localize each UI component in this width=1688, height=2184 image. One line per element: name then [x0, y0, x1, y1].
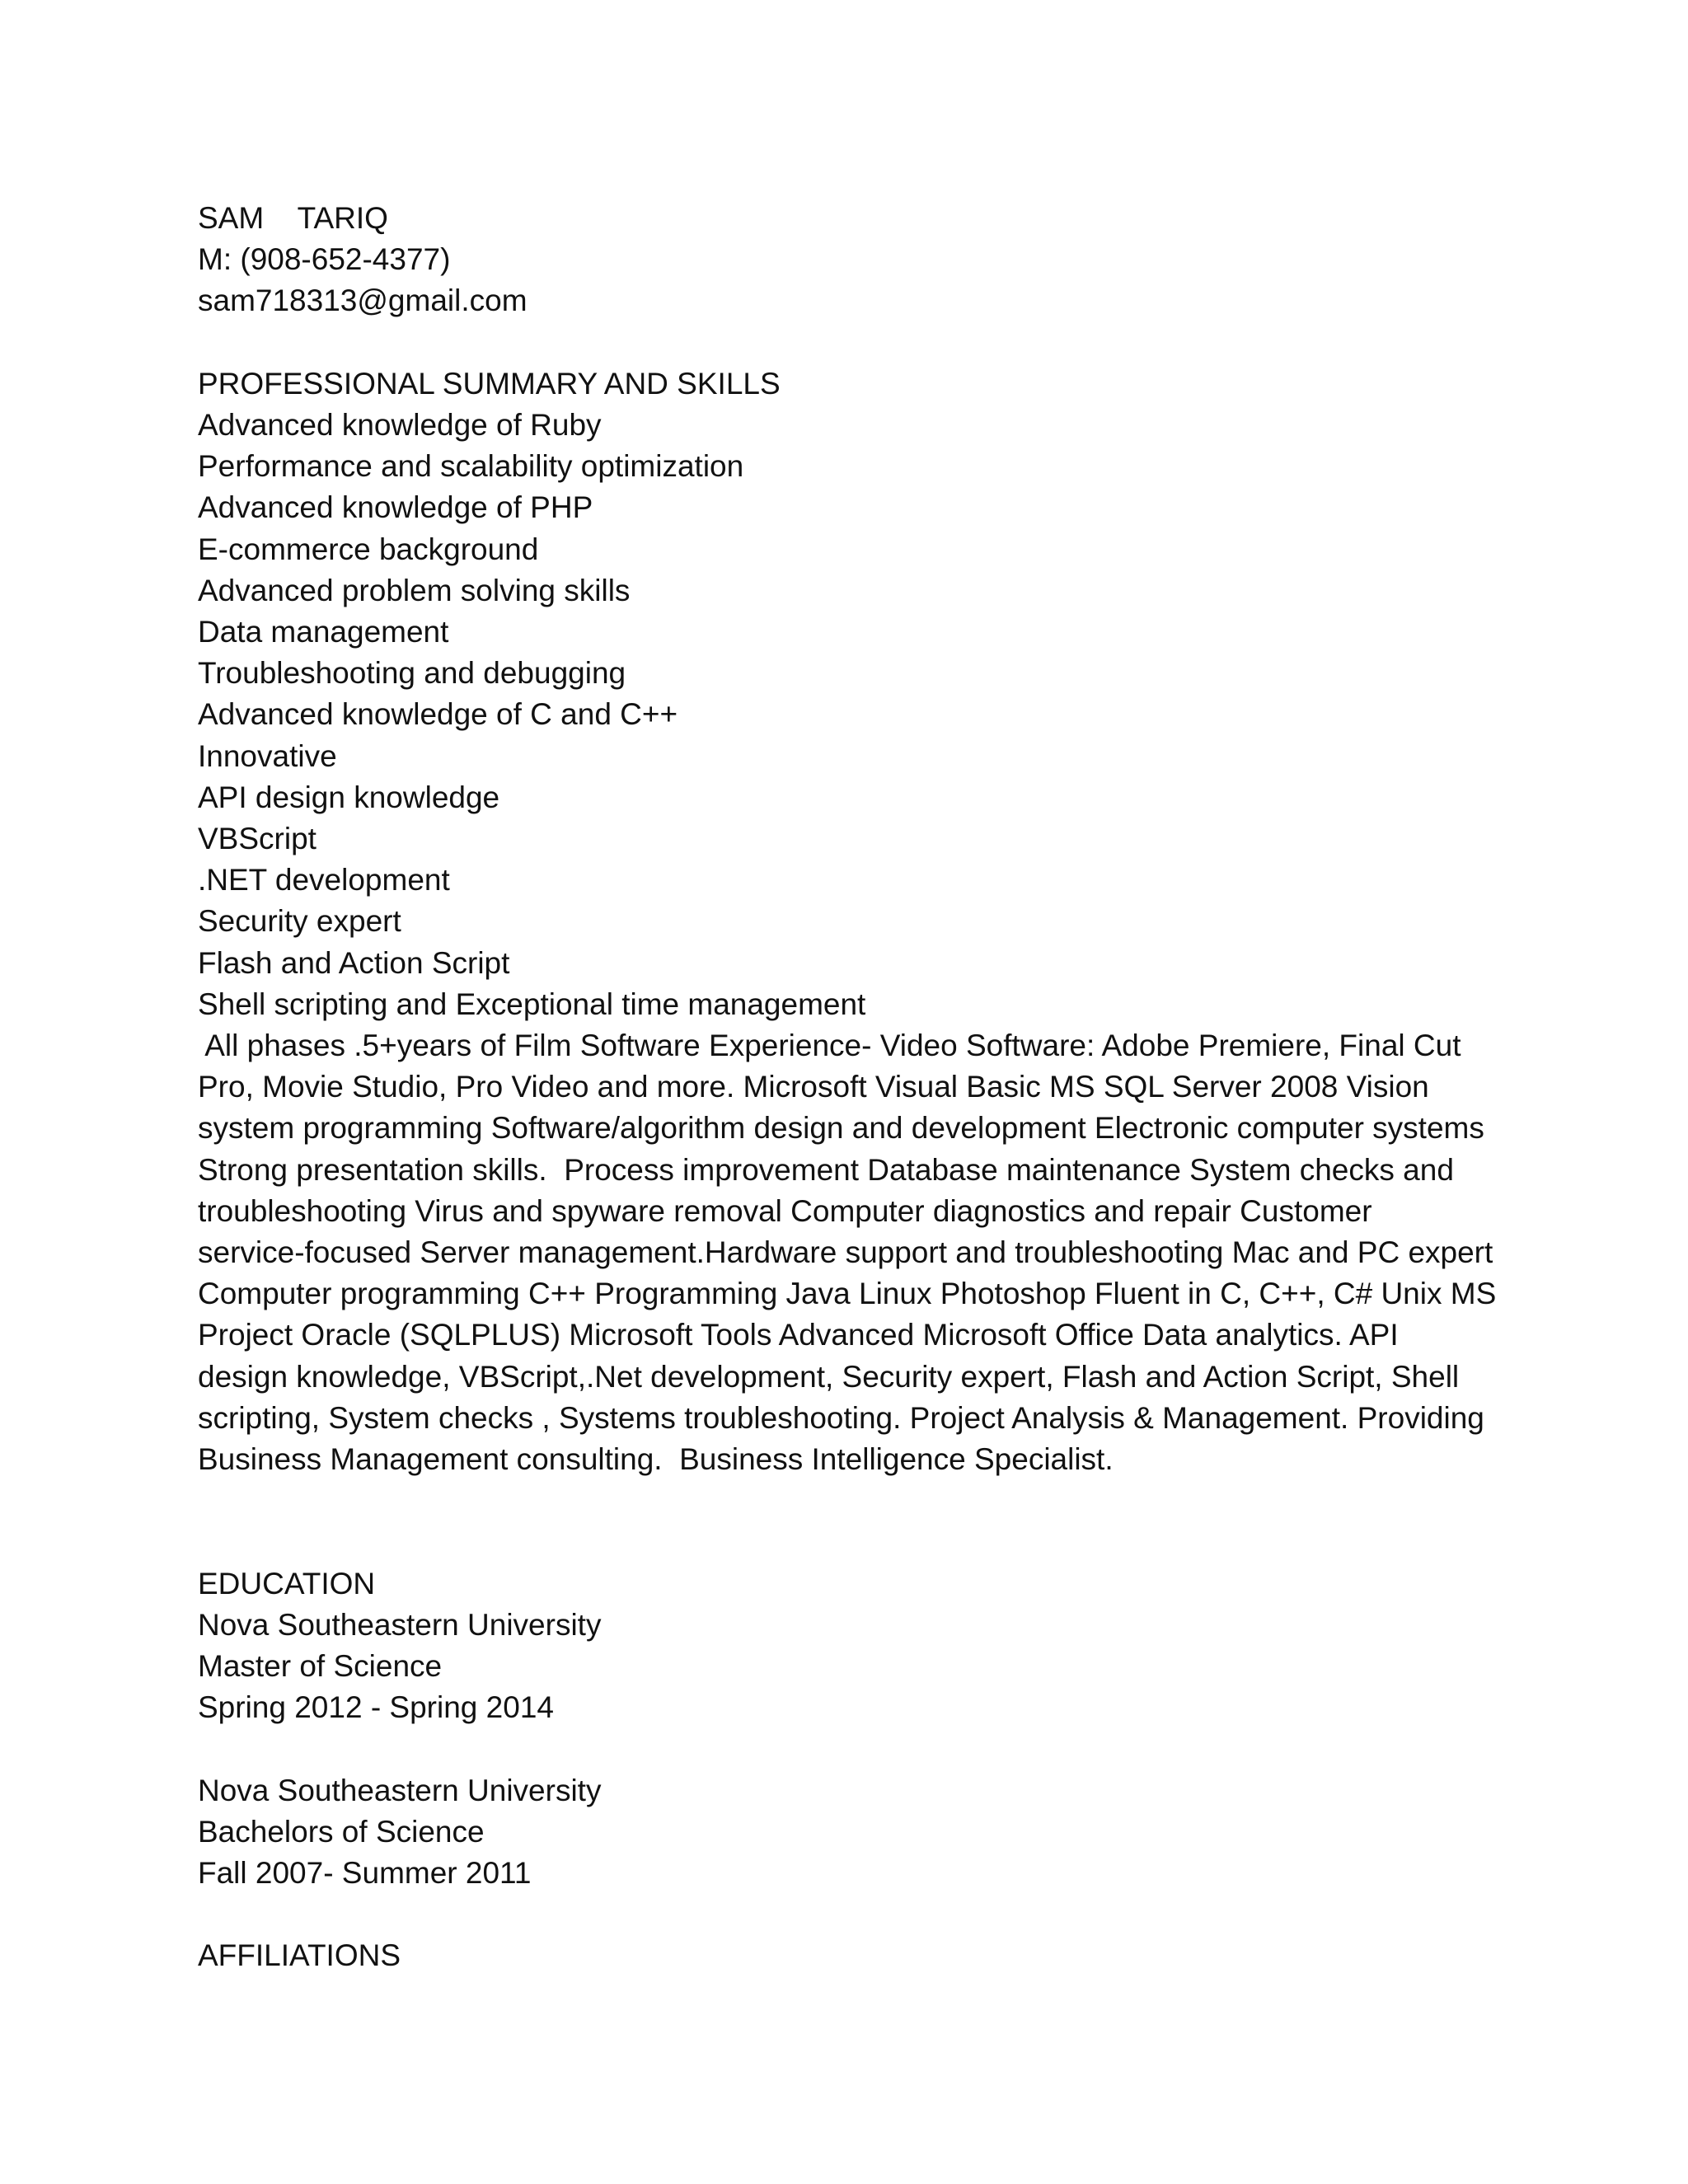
resume-content	[198, 198, 1500, 1977]
summary-paragraph-line: service-focused Server management.Hardware support and troubleshooting Mac and PC expert	[198, 1235, 1493, 1270]
education-heading: EDUCATION	[198, 1566, 376, 1601]
skill-item: Advanced knowledge of PHP	[198, 490, 593, 525]
phone-number: M: (908-652-4377)	[198, 242, 451, 277]
education-degree: Master of Science	[198, 1649, 443, 1684]
skill-item: Advanced knowledge of Ruby	[198, 408, 602, 442]
education-dates: Fall 2007- Summer 2011	[198, 1856, 532, 1891]
skill-item: Innovative	[198, 738, 337, 773]
skill-item: Troubleshooting and debugging	[198, 656, 626, 691]
summary-paragraph-line: Strong presentation skills. Process improvement Database maintenance System checks and	[198, 1152, 1454, 1187]
summary-heading: PROFESSIONAL SUMMARY AND SKILLS	[198, 366, 781, 401]
skill-item: Flash and Action Script	[198, 945, 510, 980]
skill-item: API design knowledge	[198, 780, 500, 814]
summary-paragraph-line: system programming Software/algorithm design and development Electronic computer systems	[198, 1111, 1484, 1146]
summary-paragraph-line: Business Management consulting. Business Intelligence Specialist.	[198, 1442, 1114, 1477]
education-school: Nova Southeastern University	[198, 1607, 602, 1642]
skill-item: Performance and scalability optimization	[198, 449, 744, 484]
summary-paragraph-line: Project Oracle (SQLPLUS) Microsoft Tools Advanced Microsoft Office Data analytics. API	[198, 1318, 1399, 1352]
skill-item: VBScript	[198, 822, 316, 856]
summary-paragraph-line: troubleshooting Virus and spyware removal Computer diagnostics and repair Customer	[198, 1193, 1372, 1228]
affiliations-heading: AFFILIATIONS	[198, 1938, 401, 1973]
skill-item: Data management	[198, 615, 449, 649]
summary-paragraph-line: All phases .5+years of Film Software Experience- Video Software: Adobe Premiere, Final Cut	[198, 1029, 1461, 1063]
spacer	[198, 1728, 1500, 1769]
email-address: sam718313@gmail.com	[198, 284, 528, 318]
education-school: Nova Southeastern University	[198, 1773, 602, 1807]
summary-paragraph-line: Computer programming C++ Programming Java Linux Photoshop Fluent in C, C++, C# Unix MS	[198, 1277, 1497, 1311]
skill-item: Advanced knowledge of C and C++	[198, 697, 678, 732]
education-degree: Bachelors of Science	[198, 1814, 485, 1849]
skill-item: Shell scripting and Exceptional time management	[198, 987, 866, 1021]
skill-item: Advanced problem solving skills	[198, 573, 631, 607]
spacer	[198, 322, 1500, 363]
education-dates: Spring 2012 - Spring 2014	[198, 1690, 554, 1725]
skill-item: E-commerce background	[198, 532, 539, 566]
spacer	[198, 1480, 1500, 1563]
skill-item: .NET development	[198, 863, 450, 898]
candidate-name: SAM TARIQ	[198, 201, 388, 235]
summary-paragraph-line: Pro, Movie Studio, Pro Video and more. Microsoft Visual Basic MS SQL Server 2008 Vision	[198, 1070, 1429, 1104]
spacer	[198, 1894, 1500, 1935]
skill-item: Security expert	[198, 904, 401, 939]
summary-paragraph-line: scripting, System checks , Systems troubleshooting. Project Analysis & Management. Providing	[198, 1400, 1484, 1435]
summary-paragraph-line: design knowledge, VBScript,.Net development, Security expert, Flash and Action Script, Shell	[198, 1359, 1460, 1394]
